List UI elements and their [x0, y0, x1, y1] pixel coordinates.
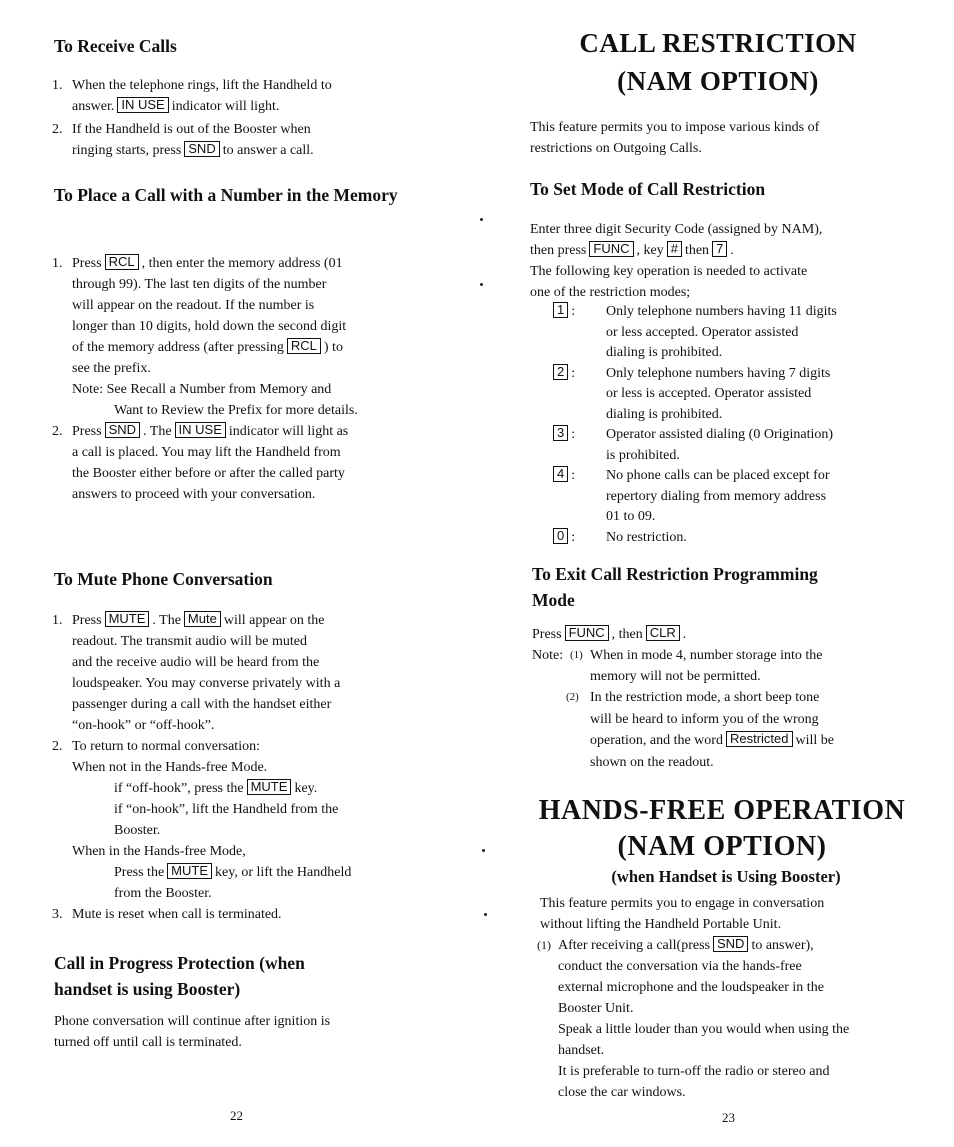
list-item: 1. Press RCL , then enter the memory address (01 through 99). The last ten digits of the number will appear on the readout. If the number is longer than 10 digits, hold down the second digit of the memory address (after pressing RCL ) to see the prefix. Note: See Recall a Number from Memory and Want to Review the Prefix for more details.: [52, 253, 432, 421]
section-heading: To Exit Call Restriction Programming: [532, 564, 818, 584]
page-title: (NAM OPTION): [617, 831, 827, 862]
memory-call-list: [52, 253, 432, 505]
mute-list: [52, 610, 432, 925]
key-2: 2: [553, 364, 568, 380]
in-use-indicator: IN USE: [175, 422, 226, 438]
page-title: HANDS-FREE OPERATION: [538, 795, 906, 826]
mode-item: 4 : No phone calls can be placed except for repertory dialing from memory address 01 to 09.: [528, 466, 908, 528]
mode-item: 0 : No restriction.: [528, 528, 908, 549]
list-item: 1. Press MUTE . The Mute will appear on the readout. The transmit audio will be muted and the receive audio will be heard from the loudspeaker. You may converse privately with a passenger during a call with the handset either “on-hook” or “off-hook”.: [52, 611, 341, 733]
mode-item: 1 : Only telephone numbers having 11 digits or less accepted. Operator assisted dialing is prohibited.: [528, 302, 908, 364]
mode-item: 3 : Operator assisted dialing (0 Origination) is prohibited.: [528, 425, 908, 466]
mute-key: MUTE: [247, 779, 292, 795]
set-mode-body: Enter three digit Security Code (assigned by NAM), then press FUNC , key # then 7 . The following key operation is needed to activate one of the restriction modes;: [530, 222, 823, 300]
list-item: 1. When the telephone rings, lift the Handheld to answer. IN USE indicator will light.: [52, 78, 332, 114]
restricted-indicator: Restricted: [726, 731, 793, 747]
func-key: FUNC: [589, 241, 633, 257]
page-number: 23: [722, 1110, 735, 1125]
page-number: 22: [230, 1108, 243, 1123]
mute-heading: [54, 566, 273, 592]
receive-calls-list: [52, 75, 432, 161]
exit-mode-heading: [532, 561, 912, 613]
margin-dot: [480, 218, 483, 221]
section-heading: To Receive Calls: [54, 36, 177, 56]
key-7: 7: [712, 241, 727, 257]
left-page: [52, 0, 432, 1147]
right-page: [528, 0, 908, 1147]
hands-free-body: This feature permits you to engage in conversation without lifting the Handheld Portable Unit. (1) After receiving a call(press SND to answer), conduct the conversation via the hands-free external microphone and the loudspeaker in the Booster Unit. Speak a little louder than you would when using the handset. It is preferable to turn-off the radio or stereo and close the car windows.: [537, 896, 850, 1100]
protection-heading: [54, 950, 424, 1002]
restriction-intro: This feature permits you to impose various kinds of restrictions on Outgoing Calls.: [530, 120, 820, 156]
protection-paragraph: Phone conversation will continue after ignition is turned off until call is terminated.: [54, 1014, 331, 1050]
rcl-key: RCL: [287, 338, 321, 354]
hands-free-subtitle: (when Handset is Using Booster): [611, 867, 841, 886]
list-item: 2. If the Handheld is out of the Booster when ringing starts, press SND to answer a call.: [52, 122, 314, 158]
key-1: 1: [553, 302, 568, 318]
list-item: 3. Mute is reset when call is terminated.: [52, 907, 282, 922]
restriction-modes: [528, 302, 908, 548]
mute-key: MUTE: [167, 863, 212, 879]
margin-dot: [480, 283, 483, 286]
snd-key: SND: [105, 422, 140, 438]
exit-mode-body: Press FUNC , then CLR . Note: (1) When in mode 4, number storage into the memory will not be permitted. (2) In the restriction mode, a short beep tone will be heard to inform you of the wrong operation, and the word Restricted will be shown on the readout.: [532, 624, 912, 773]
mute-indicator: Mute: [184, 611, 221, 627]
rcl-key: RCL: [105, 254, 139, 270]
key-3: 3: [553, 425, 568, 441]
key-4: 4: [553, 466, 568, 482]
set-mode-heading: [530, 176, 765, 202]
snd-key: SND: [184, 141, 219, 157]
page-title: CALL RESTRICTION: [579, 28, 857, 58]
receive-calls-section: [54, 33, 177, 59]
note-item: (2) In the restriction mode, a short beep tone will be heard to inform you of the wrong operation, and the word Restricted will be shown on the readout.: [566, 690, 834, 770]
hands-free-title: [522, 793, 922, 865]
section-heading: To Set Mode of Call Restriction: [530, 179, 766, 199]
margin-dot: [484, 913, 487, 916]
call-restriction-title: [518, 24, 918, 100]
mute-key: MUTE: [105, 611, 150, 627]
memory-call-heading: [54, 182, 424, 208]
section-heading: Mode: [532, 590, 575, 610]
key-0: 0: [553, 528, 568, 544]
page-title: (NAM OPTION): [617, 66, 819, 96]
hash-key: #: [667, 241, 682, 257]
note: Note: See Recall a Number from Memory and: [72, 382, 332, 397]
clr-key: CLR: [646, 625, 680, 641]
snd-key: SND: [713, 936, 748, 952]
func-key: FUNC: [565, 625, 609, 641]
section-heading: Call in Progress Protection (when: [54, 953, 305, 973]
list-item: 2. Press SND . The IN USE indicator will light as a call is placed. You may lift the Handheld from the Booster either before or after the called party answers to proceed with your conversation.: [52, 422, 349, 502]
mode-item: 2 : Only telephone numbers having 7 digits or less is accepted. Operator assisted dialing is prohibited.: [528, 364, 908, 426]
section-heading: To Mute Phone Conversation: [54, 569, 273, 589]
list-item: 2. To return to normal conversation: When not in the Hands-free Mode. if “off-hook”, press the MUTE key. if “on-hook”, lift the Handheld from the Booster. When in the Hands-free Mode, Press the MUTE key, or lift the Handheld from the Booster.: [52, 739, 352, 901]
section-heading: To Place a Call with a Number in the Memory: [54, 185, 398, 205]
margin-dot: [482, 849, 485, 852]
in-use-indicator: IN USE: [117, 97, 168, 113]
section-heading: handset is using Booster): [54, 979, 241, 999]
